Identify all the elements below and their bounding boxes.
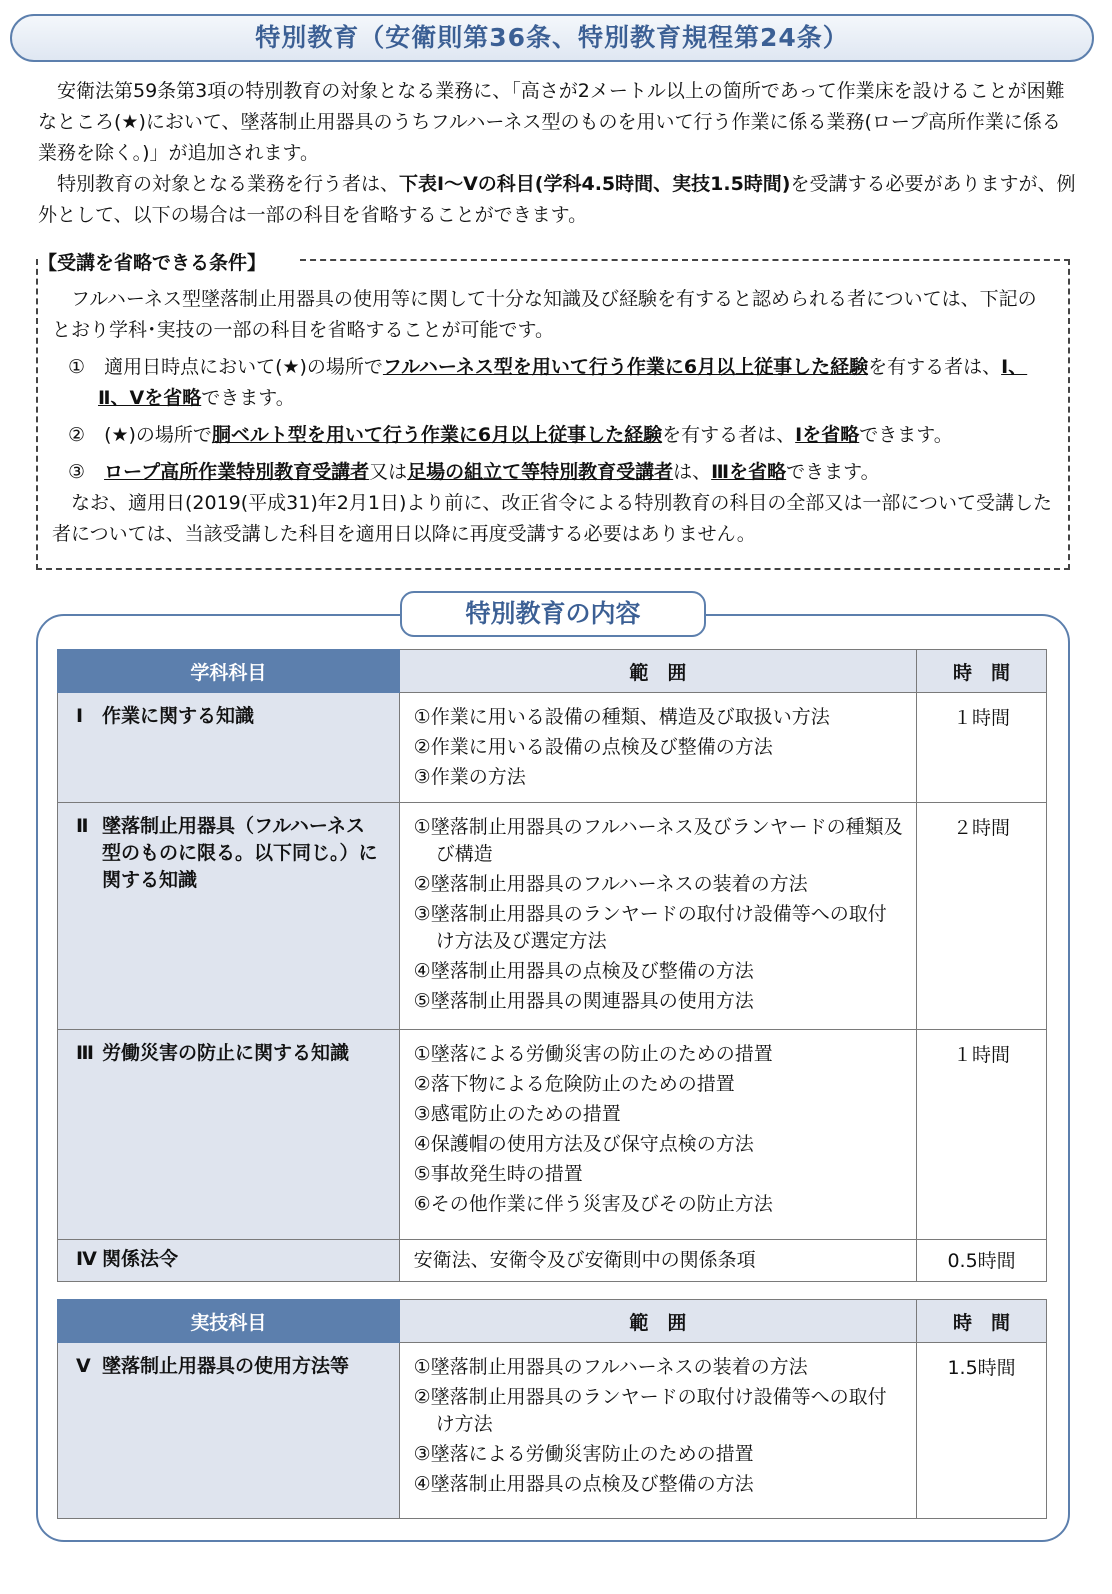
item-mark: ②: [68, 424, 86, 446]
subject-name: 墜落制止用器具（フルハーネス: [102, 815, 365, 837]
range-cell: [399, 693, 916, 803]
conditions-note: なお、適用日(2019(平成31)年2月1日)より前に、改正省令による特別教育の科目の全部又は一部について受講した者については、当該受講した科目を適用日以降に再度受講する必要はありません。: [52, 492, 1052, 545]
subject-cell: [58, 1030, 400, 1240]
theory-hours-header: 時 間: [917, 650, 1047, 693]
theory-range-header: 範 囲: [399, 650, 916, 693]
subject-cell: [58, 1240, 400, 1282]
subject-number: Ⅲ: [76, 1042, 94, 1064]
range-item: 安衛法、安衛令及び安衛則中の関係条項: [413, 1249, 756, 1271]
subject-number: Ⅴ: [76, 1355, 91, 1377]
item-mark: ③: [68, 461, 86, 483]
table-row: [58, 1343, 1047, 1519]
theory-subject-header: 学科科目: [58, 650, 400, 693]
condition-item-2: [52, 420, 1052, 451]
item-emphasis: 足場の組立て等特別教育受講者: [407, 461, 674, 483]
subject-name: 墜落制止用器具の使用方法等: [102, 1355, 350, 1377]
range-item: ③感電防止のための措置: [413, 1103, 621, 1125]
intro-paragraph-1: 安衛法第59条第3項の特別教育の対象となる業務に、「高さが2メートル以上の箇所であって作業床を設けることが困難なところ(★)において、墜落制止用器具のうちフルハーネス型のものを用いて行う作業に係る業務(ロープ高所作業に係る業務を除く。)」が追加されます。: [38, 80, 1065, 164]
range-item: ④墜落制止用器具の点検及び整備の方法: [413, 960, 754, 982]
page-title: 特別教育（安衛則第36条、特別教育規程第24条）: [10, 14, 1094, 62]
table-row: [58, 1030, 1047, 1240]
practice-header-row: [58, 1300, 1047, 1343]
item-emphasis: Ⅰを省略: [795, 424, 860, 446]
item-text: (★)の場所で: [104, 424, 212, 446]
item-emphasis: ロープ高所作業特別教育受講者: [104, 461, 370, 483]
intro-text: 特別教育の対象となる業務を行う者は、: [57, 173, 400, 195]
intro-text: を受講する必要がありますが、例外として、以下の場合は一部の科目を省略することができます。: [38, 173, 1076, 226]
range-item: ⑥その他作業に伴う災害及びその防止方法: [413, 1193, 773, 1215]
practice-subject-header: 実技科目: [58, 1300, 400, 1343]
range-item: ④保護帽の使用方法及び保守点検の方法: [413, 1133, 754, 1155]
range-cell: [399, 1343, 916, 1519]
practice-range-header: 範 囲: [399, 1300, 916, 1343]
subject-cell: [58, 693, 400, 803]
range-item: ③墜落制止用器具のランヤードの取付け設備等への取付け方法及び選定方法: [413, 903, 887, 952]
item-emphasis: Ⅲを省略: [711, 461, 787, 483]
hours-cell: ２時間: [917, 803, 1047, 1030]
range-item: ③作業の方法: [413, 766, 526, 788]
item-emphasis: フルハーネス型を用いて行う作業に6月以上従事した経験: [382, 356, 869, 378]
item-mark: ①: [68, 356, 86, 378]
item-text: を有する者は、: [868, 356, 1002, 378]
range-item: ①墜落制止用器具のフルハーネスの装着の方法: [413, 1356, 808, 1378]
intro-emphasis: 下表Ⅰ～Ⅴの科目(学科4.5時間、実技1.5時間): [399, 173, 791, 195]
theory-header-row: [58, 650, 1047, 693]
subject-name: 作業に関する知識: [102, 705, 255, 727]
range-item: ⑤事故発生時の措置: [413, 1163, 583, 1185]
item-text: できます。: [859, 424, 953, 446]
condition-item-3: [52, 457, 1052, 488]
conditions-heading: 【受講を省略できる条件】: [38, 248, 276, 275]
item-text: できます。: [201, 387, 295, 409]
item-emphasis: 胴ベルト型を用いて行う作業に6月以上従事した経験: [211, 424, 663, 446]
theory-table: [57, 649, 1047, 1282]
range-item: ①墜落制止用器具のフルハーネス及びランヤードの種類及び構造: [413, 816, 903, 865]
conditions-lead: フルハーネス型墜落制止用器具の使用等に関して十分な知識及び経験を有すると認められる者については、下記のとおり学科･実技の一部の科目を省略することが可能です。: [52, 288, 1037, 341]
range-item: ⑤墜落制止用器具の関連器具の使用方法: [413, 990, 754, 1012]
table-row: [58, 693, 1047, 803]
content-title: 特別教育の内容: [400, 591, 706, 637]
subject-cell: [58, 1343, 400, 1519]
hours-cell: 1.5時間: [917, 1343, 1047, 1519]
item-text: できます。: [786, 461, 880, 483]
item-text: は、: [673, 461, 712, 483]
table-row: [58, 803, 1047, 1030]
intro-paragraph-2: [38, 169, 1078, 231]
item-text: 又は: [369, 461, 408, 483]
subject-name-cont: 型のものに限る。以下同じ。）に関する知識: [102, 842, 378, 891]
range-item: ②落下物による危険防止のための措置: [413, 1073, 735, 1095]
range-item: ①作業に用いる設備の種類、構造及び取扱い方法: [413, 706, 830, 728]
subject-name: 労働災害の防止に関する知識: [102, 1042, 350, 1064]
table-row: [58, 1240, 1047, 1282]
item-emphasis: Ⅰ、Ⅱ、Ⅴを省略: [98, 356, 1028, 409]
range-cell: [399, 1030, 916, 1240]
range-item: ②作業に用いる設備の点検及び整備の方法: [413, 736, 773, 758]
range-item: ②墜落制止用器具のランヤードの取付け設備等への取付け方法: [413, 1386, 887, 1435]
hours-cell: 0.5時間: [917, 1240, 1047, 1282]
subject-name: 関係法令: [102, 1248, 179, 1270]
subject-cell: [58, 803, 400, 1030]
item-text: を有する者は、: [662, 424, 796, 446]
range-cell: [399, 1240, 916, 1282]
range-item: ④墜落制止用器具の点検及び整備の方法: [413, 1473, 754, 1495]
subject-number: Ⅰ: [76, 705, 84, 727]
condition-item-1: [52, 352, 1052, 414]
range-item: ②墜落制止用器具のフルハーネスの装着の方法: [413, 873, 808, 895]
hours-cell: １時間: [917, 693, 1047, 803]
subject-number: Ⅱ: [76, 815, 89, 837]
practice-hours-header: 時 間: [917, 1300, 1047, 1343]
subject-number: Ⅳ: [76, 1248, 97, 1270]
range-cell: [399, 803, 916, 1030]
range-item: ③墜落による労働災害防止のための措置: [413, 1443, 754, 1465]
practice-table: [57, 1299, 1047, 1519]
intro-section: [38, 76, 1078, 231]
hours-cell: １時間: [917, 1030, 1047, 1240]
range-item: ①墜落による労働災害の防止のための措置: [413, 1043, 773, 1065]
conditions-text: [52, 284, 1052, 550]
item-text: 適用日時点において(★)の場所で: [104, 356, 383, 378]
